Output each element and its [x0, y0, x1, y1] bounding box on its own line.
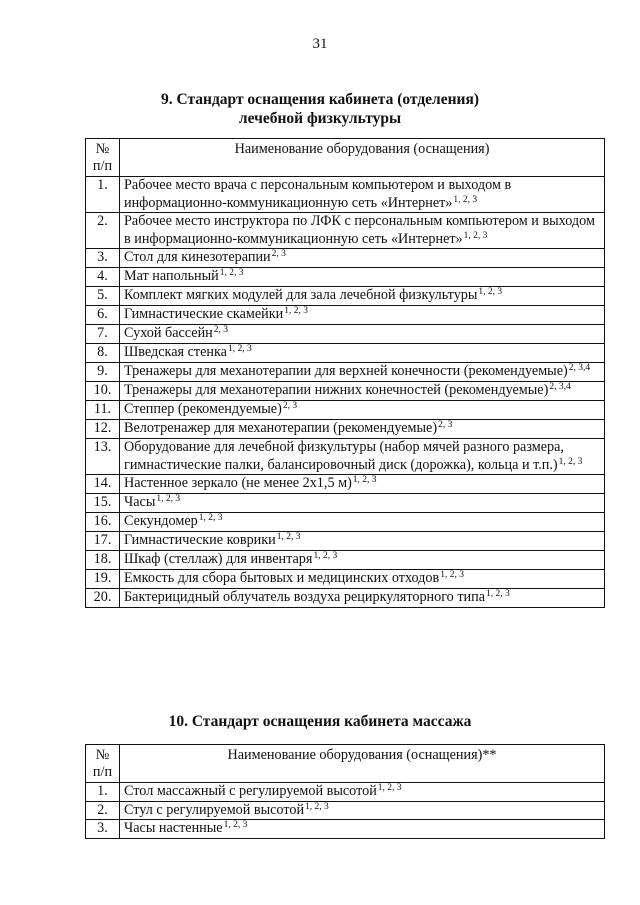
row-number: 13. — [86, 439, 120, 475]
section-10-title-line: 10. Стандарт оснащения кабинета массажа — [168, 713, 472, 730]
footnote-reference: 1, 2, 3 — [486, 589, 510, 599]
row-equipment-name — [120, 344, 605, 363]
row-number: 14. — [86, 475, 120, 494]
footnote-reference: 2, 3 — [282, 401, 298, 411]
footnote-reference: 1, 2, 3 — [284, 306, 308, 316]
row-number: 17. — [86, 532, 120, 551]
table-row — [86, 551, 605, 570]
table-row — [86, 401, 605, 420]
equipment-text: Настенное зеркало (не менее 2х1,5 м) — [124, 475, 352, 491]
footnote-reference: 1, 2, 3 — [276, 532, 301, 542]
table-row — [86, 287, 605, 306]
equipment-text: Бактерицидный облучатель воздуха рециркуляторного типа — [124, 589, 486, 605]
footnote-reference: 1, 2, 3 — [223, 820, 248, 830]
equipment-text: Комплект мягких модулей для зала лечебной физкультуры — [124, 287, 478, 303]
row-number: 2. — [86, 801, 120, 820]
row-number: 6. — [86, 306, 120, 325]
row-number: 1. — [86, 177, 120, 213]
table-row — [86, 494, 605, 513]
row-equipment-name — [120, 570, 605, 589]
row-equipment-name — [120, 820, 605, 839]
row-equipment-name — [120, 801, 605, 820]
header-number-line-1: № — [95, 747, 110, 763]
header-name: Наименование оборудования (оснащения)** — [120, 745, 605, 783]
row-number: 3. — [86, 249, 120, 268]
table-row — [86, 177, 605, 213]
row-equipment-name — [120, 420, 605, 439]
footnote-reference: 1, 2, 3 — [313, 551, 338, 561]
equipment-text: Стол для кинезотерапии — [124, 249, 271, 265]
table-row — [86, 382, 605, 401]
row-number: 9. — [86, 363, 120, 382]
row-equipment-name — [120, 249, 605, 268]
section-10-table-body — [86, 783, 605, 839]
table-row — [86, 325, 605, 344]
footnote-reference: 1, 2, 3 — [227, 344, 252, 354]
row-equipment-name — [120, 551, 605, 570]
footnote-reference: 1, 2, 3 — [305, 801, 329, 812]
footnote-reference: 2, 3 — [213, 325, 229, 335]
footnote-reference: 2, 3 — [271, 249, 286, 259]
header-number-line-1: № — [95, 141, 110, 157]
row-number: 8. — [86, 344, 120, 363]
table-row — [86, 439, 605, 475]
equipment-text: Гимнастические коврики — [124, 532, 276, 548]
equipment-text: Шкаф (стеллаж) для инвентаря — [124, 551, 313, 567]
equipment-text: Стул с регулируемой высотой — [124, 801, 305, 818]
table-header-row — [86, 745, 605, 783]
page-number: 31 — [312, 36, 328, 52]
footnote-reference: 1, 2, 3 — [156, 494, 181, 504]
row-equipment-name — [120, 287, 605, 306]
footnote-reference: 1, 2, 3 — [453, 194, 478, 205]
row-equipment-name — [120, 382, 605, 401]
row-number: 2. — [86, 213, 120, 249]
row-equipment-name — [120, 268, 605, 287]
row-equipment-name — [120, 494, 605, 513]
row-number: 4. — [86, 268, 120, 287]
section-9-title-line-2: лечебной физкультуры — [238, 110, 402, 127]
row-equipment-name — [120, 439, 605, 475]
equipment-text: Сухой бассейн — [124, 325, 213, 341]
row-equipment-name — [120, 363, 605, 382]
row-equipment-name — [120, 475, 605, 494]
table-row — [86, 363, 605, 382]
table-row — [86, 475, 605, 494]
equipment-text: Степпер (рекомендуемые) — [124, 401, 282, 417]
table-row — [86, 570, 605, 589]
footnote-reference: 1, 2, 3 — [377, 783, 402, 793]
section-9-table-body — [86, 177, 605, 608]
table-row — [86, 249, 605, 268]
row-number: 11. — [86, 401, 120, 420]
equipment-text: Стол массажный с регулируемой высотой — [124, 783, 377, 799]
footnote-reference: 1, 2, 3 — [558, 456, 583, 467]
section-10-equipment-table — [85, 744, 605, 839]
row-number: 3. — [86, 820, 120, 839]
equipment-text: Рабочее место врача с персональным компьютером и выходом в информационно-коммуникационную сеть «Интернет» — [124, 177, 512, 211]
table-row — [86, 783, 605, 802]
header-name: Наименование оборудования (оснащения) — [120, 139, 605, 177]
header-number-line-2: п/п — [92, 158, 113, 174]
row-equipment-name — [120, 783, 605, 802]
footnote-reference: 1, 2, 3 — [463, 230, 488, 241]
equipment-text: Емкость для сбора бытовых и медицинских отходов — [124, 570, 440, 586]
footnote-reference: 1, 2, 3 — [478, 287, 503, 297]
equipment-text: Часы настенные — [124, 820, 223, 836]
table-header-row — [86, 139, 605, 177]
header-number — [86, 745, 120, 783]
row-equipment-name — [120, 306, 605, 325]
section-10-title — [0, 712, 640, 731]
footnote-reference: 1, 2, 3 — [219, 268, 244, 278]
table-row — [86, 589, 605, 608]
footnote-reference: 1, 2, 3 — [352, 475, 377, 485]
footnote-reference: 2, 3 — [438, 420, 453, 430]
row-equipment-name — [120, 177, 605, 213]
row-number: 18. — [86, 551, 120, 570]
row-equipment-name — [120, 401, 605, 420]
row-number: 19. — [86, 570, 120, 589]
section-9-title-line-1: 9. Стандарт оснащения кабинета (отделения) — [160, 91, 480, 108]
section-9-title — [0, 90, 640, 128]
footnote-reference: 1, 2, 3 — [440, 570, 464, 580]
row-number: 20. — [86, 589, 120, 608]
footnote-reference: 2, 3,4 — [568, 363, 591, 373]
equipment-text: Тренажеры для механотерапии нижних конечностей (рекомендуемые) — [124, 382, 549, 398]
table-row — [86, 532, 605, 551]
row-equipment-name — [120, 589, 605, 608]
table-row — [86, 344, 605, 363]
table-row — [86, 820, 605, 839]
table-row — [86, 801, 605, 820]
row-number: 1. — [86, 783, 120, 802]
header-number — [86, 139, 120, 177]
table-row — [86, 213, 605, 249]
row-number: 15. — [86, 494, 120, 513]
row-equipment-name — [120, 532, 605, 551]
row-equipment-name — [120, 213, 605, 249]
equipment-text: Часы — [124, 494, 156, 510]
table-row — [86, 420, 605, 439]
row-number: 5. — [86, 287, 120, 306]
row-number: 7. — [86, 325, 120, 344]
equipment-text: Секундомер — [124, 513, 198, 529]
row-number: 12. — [86, 420, 120, 439]
row-equipment-name — [120, 513, 605, 532]
equipment-text: Мат напольный — [124, 268, 219, 284]
row-equipment-name — [120, 325, 605, 344]
equipment-text: Велотренажер для механотерапии (рекомендуемые) — [124, 420, 438, 436]
footnote-reference: 2, 3,4 — [549, 382, 571, 392]
equipment-text: Оборудование для лечебной физкультуры (набор мячей разного размера, гимнастические палки, балансировочный диск (дорожка), кольца и т.п.) — [124, 439, 564, 473]
equipment-text: Тренажеры для механотерапии для верхней конечности (рекомендуемые) — [124, 363, 568, 379]
equipment-text: Гимнастические скамейки — [124, 306, 284, 322]
equipment-text: Шведская стенка — [124, 344, 227, 360]
row-number: 16. — [86, 513, 120, 532]
footnote-reference: 1, 2, 3 — [198, 513, 223, 523]
section-9-equipment-table — [85, 138, 605, 608]
row-number: 10. — [86, 382, 120, 401]
equipment-text: Рабочее место инструктора по ЛФК с персональным компьютером и выходом в информационно-коммуникационную сеть «Интернет» — [124, 213, 595, 247]
table-row — [86, 268, 605, 287]
table-row — [86, 306, 605, 325]
table-row — [86, 513, 605, 532]
header-number-line-2: п/п — [92, 764, 113, 780]
